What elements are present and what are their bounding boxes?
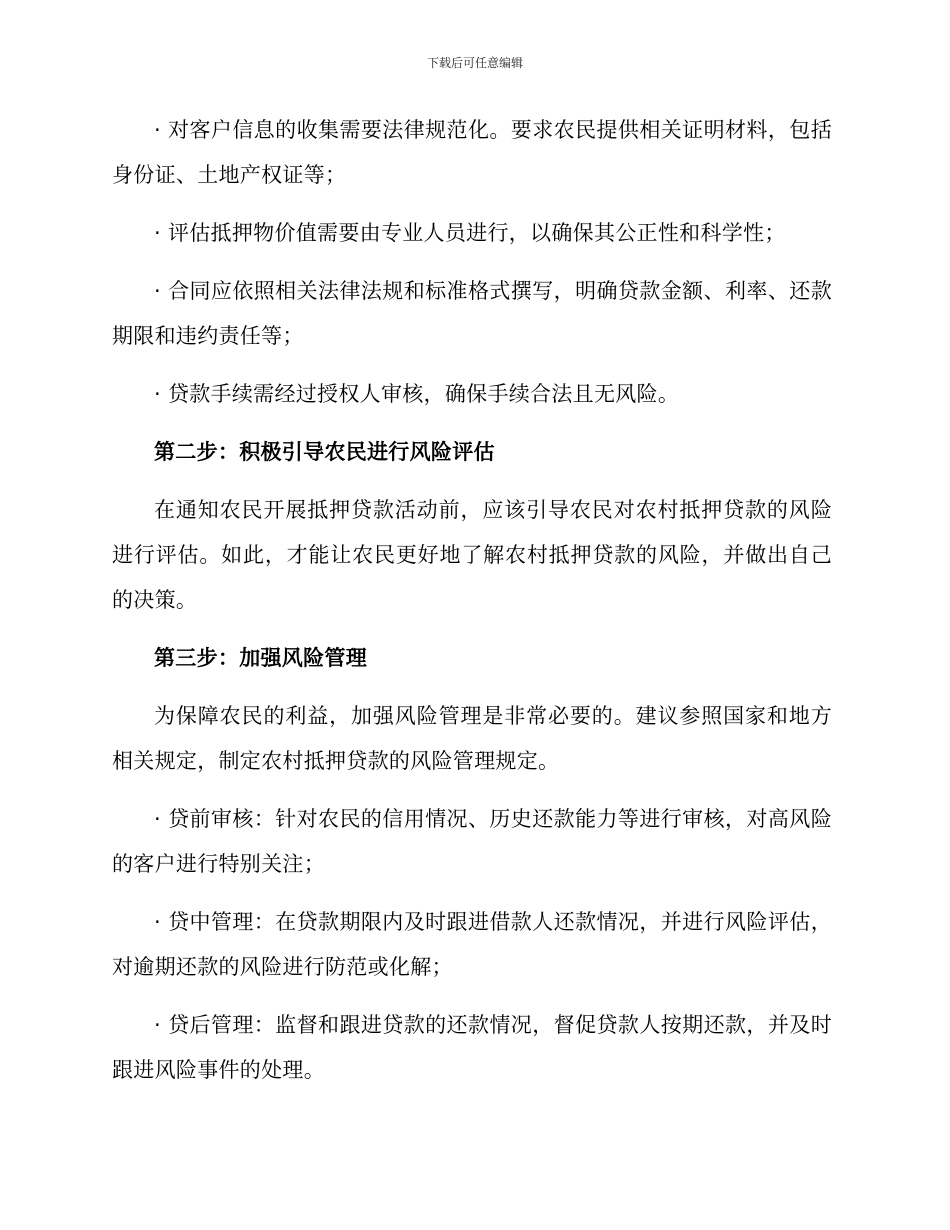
body-paragraph: 为保障农民的利益，加强风险管理是非常必要的。建议参照国家和地方相关规定，制定农村抵押贷款的风险管理规定。 bbox=[112, 704, 832, 773]
page-header-note: 下载后可任意编辑 bbox=[426, 56, 523, 70]
document-body bbox=[112, 108, 832, 1106]
bullet-paragraph: · 对客户信息的收集需要法律规范化。要求农民提供相关证明材料，包括身份证、土地产权证等； bbox=[112, 118, 832, 187]
bullet-paragraph: · 合同应依照相关法律法规和标准格式撰写，明确贷款金额、利率、还款期限和违约责任等； bbox=[112, 279, 832, 348]
bullet-paragraph: · 评估抵押物价值需要由专业人员进行，以确保其公正性和科学性； bbox=[154, 221, 786, 245]
section-heading: 第三步：加强风险管理 bbox=[154, 646, 367, 670]
bullet-paragraph: · 贷后管理：监督和跟进贷款的还款情况，督促贷款人按期还款，并及时跟进风险事件的处理。 bbox=[112, 1013, 832, 1082]
bullet-paragraph: · 贷前审核：针对农民的信用情况、历史还款能力等进行审核，对高风险的客户进行特别关注； bbox=[112, 807, 832, 876]
section-heading: 第二步：积极引导农民进行风险评估 bbox=[154, 440, 495, 464]
body-paragraph: 在通知农民开展抵押贷款活动前，应该引导农民对农村抵押贷款的风险进行评估。如此，才能让农民更好地了解农村抵押贷款的风险，并做出自己的决策。 bbox=[112, 498, 832, 612]
bullet-paragraph: · 贷中管理：在贷款期限内及时跟进借款人还款情况，并进行风险评估， 对逾期还款的风险进行防范或化解； bbox=[112, 910, 832, 979]
bullet-paragraph: · 贷款手续需经过授权人审核，确保手续合法且无风险。 bbox=[154, 382, 680, 406]
